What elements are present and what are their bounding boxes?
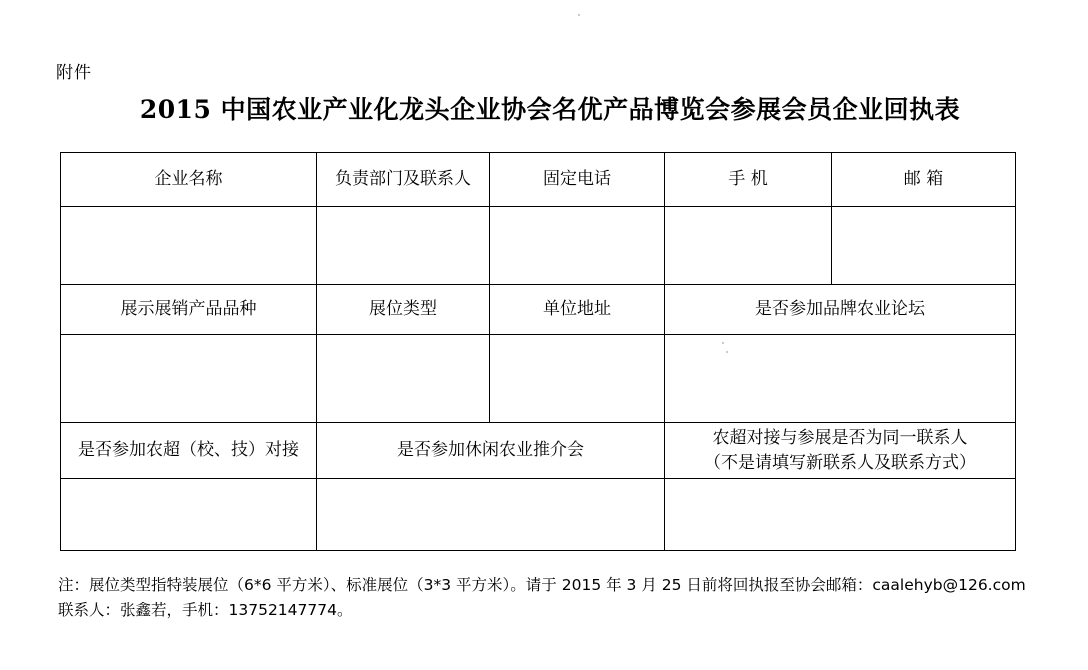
header-cell-product-types: 展示展销产品品种 bbox=[61, 285, 317, 335]
header-cell-same-contact bbox=[665, 423, 1016, 479]
input-cell-brand-forum[interactable] bbox=[665, 335, 1016, 423]
scan-speck bbox=[578, 14, 580, 16]
footer-notes bbox=[58, 573, 1048, 622]
table-row bbox=[61, 479, 1016, 551]
input-cell-supermarket-docking[interactable] bbox=[61, 479, 317, 551]
header-cell-department-contact: 负责部门及联系人 bbox=[317, 153, 490, 207]
same-contact-line2: （不是请填写新联系人及联系方式） bbox=[704, 452, 976, 473]
header-cell-unit-address: 单位地址 bbox=[490, 285, 665, 335]
table-row bbox=[61, 153, 1016, 207]
input-cell-leisure-agriculture[interactable] bbox=[317, 479, 665, 551]
scan-speck bbox=[726, 351, 728, 353]
header-cell-booth-type: 展位类型 bbox=[317, 285, 490, 335]
table-row bbox=[61, 207, 1016, 285]
header-cell-landline: 固定电话 bbox=[490, 153, 665, 207]
table-row bbox=[61, 335, 1016, 423]
attachment-label: 附件 bbox=[56, 63, 92, 83]
header-cell-mobile: 手 机 bbox=[665, 153, 832, 207]
header-cell-email: 邮 箱 bbox=[832, 153, 1016, 207]
table-row bbox=[61, 423, 1016, 479]
table-row bbox=[61, 285, 1016, 335]
input-cell-mobile[interactable] bbox=[665, 207, 832, 285]
input-cell-company-name[interactable] bbox=[61, 207, 317, 285]
input-cell-product-types[interactable] bbox=[61, 335, 317, 423]
input-cell-department-contact[interactable] bbox=[317, 207, 490, 285]
input-cell-unit-address[interactable] bbox=[490, 335, 665, 423]
footer-note-line-2: 联系人：张鑫若，手机：13752147774。 bbox=[58, 601, 353, 620]
input-cell-landline[interactable] bbox=[490, 207, 665, 285]
scan-speck bbox=[722, 342, 724, 344]
input-cell-same-contact[interactable] bbox=[665, 479, 1016, 551]
header-cell-leisure-agriculture: 是否参加休闲农业推介会 bbox=[317, 423, 665, 479]
registration-form-table bbox=[60, 152, 1016, 551]
header-cell-company-name: 企业名称 bbox=[61, 153, 317, 207]
same-contact-line1: 农超对接与参展是否为同一联系人 bbox=[712, 427, 968, 448]
footer-note-line-1: 注：展位类型指特装展位（6*6 平方米）、标准展位（3*3 平方米）。请于 2015 年 3 月 25 日前将回执报至协会邮箱：caalehyb@126.com bbox=[58, 576, 1026, 594]
input-cell-email[interactable] bbox=[832, 207, 1016, 285]
input-cell-booth-type[interactable] bbox=[317, 335, 490, 423]
header-cell-brand-forum: 是否参加品牌农业论坛 bbox=[665, 285, 1016, 335]
page-title: 2015 中国农业产业化龙头企业协会名优产品博览会参展会员企业回执表 bbox=[139, 95, 961, 124]
header-cell-supermarket-docking: 是否参加农超（校、技）对接 bbox=[61, 423, 317, 479]
